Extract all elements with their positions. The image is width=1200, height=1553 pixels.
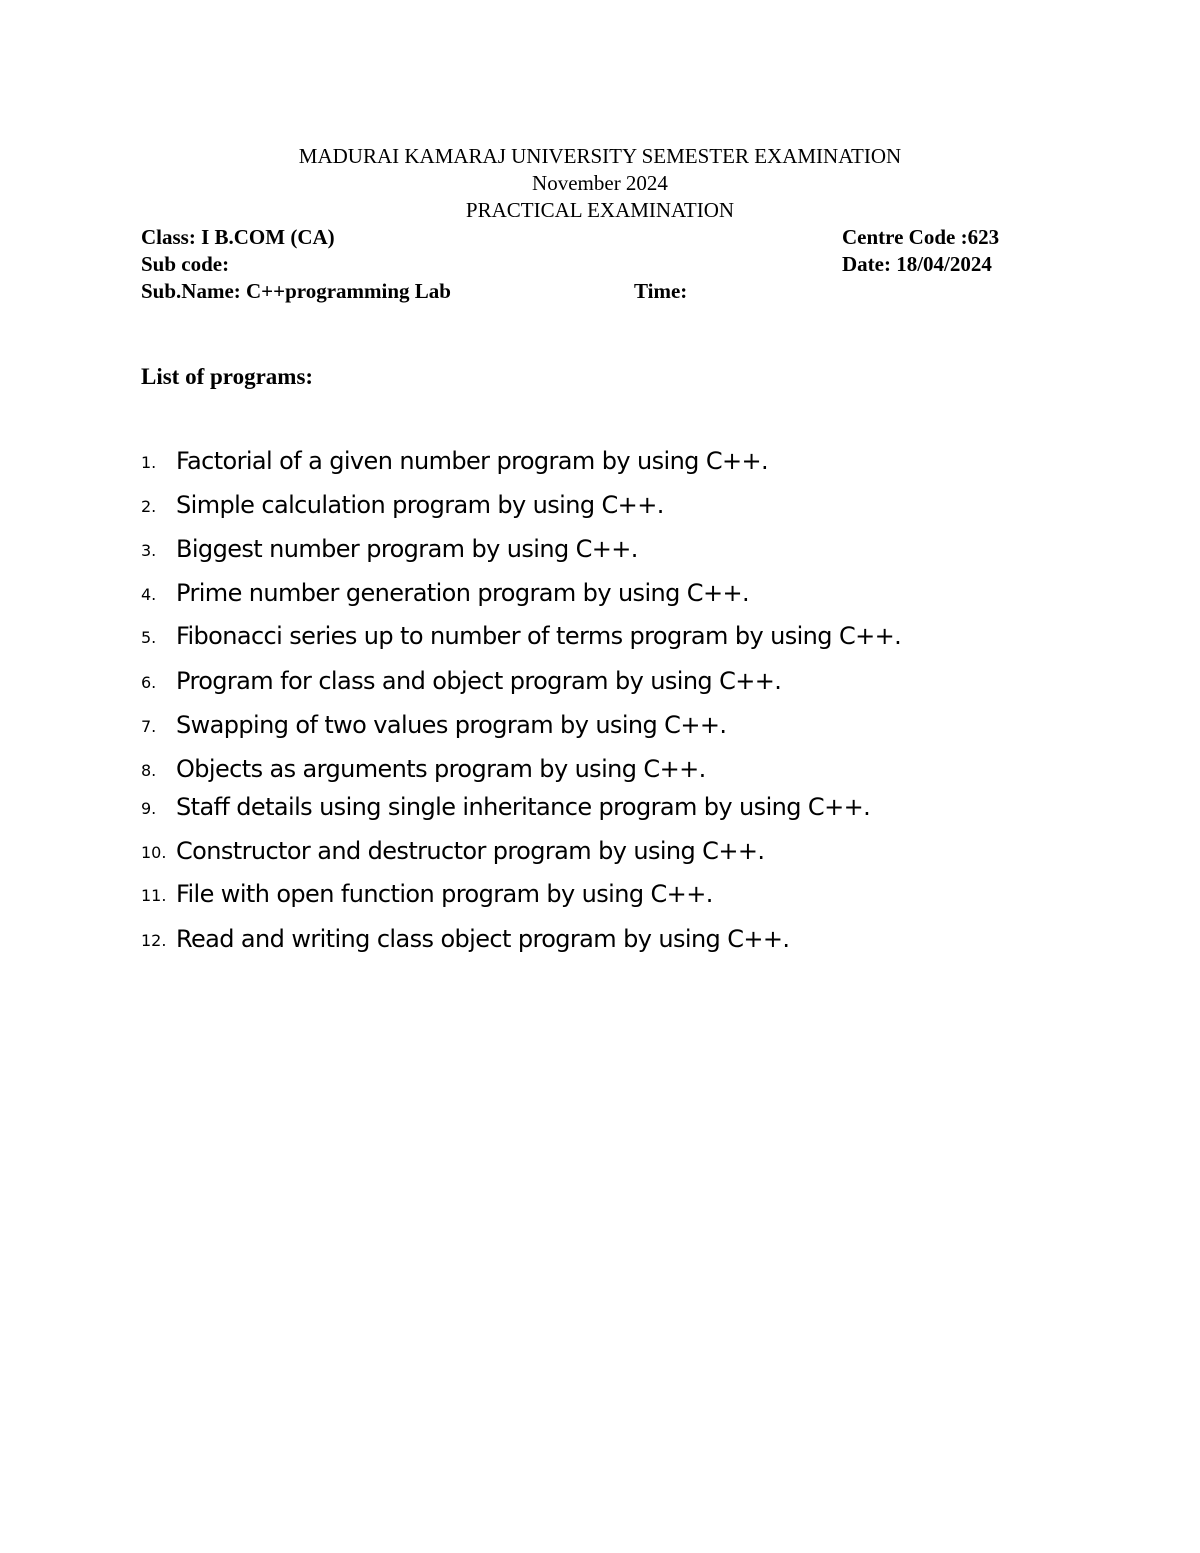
list-item-number: 1. [141,453,157,472]
list-item-number: 4. [141,585,157,604]
exam-time: Time: [634,279,688,303]
list-item-number: 7. [141,717,157,736]
list-item-number: 6. [141,673,157,692]
list-item-number: 3. [141,541,157,560]
class-label: Class: I B.COM (CA) [141,225,335,249]
list-item-number: 10. [141,843,167,862]
exam-date: Date: 18/04/2024 [842,252,992,276]
list-item-number: 9. [141,799,157,818]
list-item-text: Objects as arguments program by using C++. [176,755,706,783]
list-item-number: 11. [141,886,167,905]
list-item-text: Factorial of a given number program by using C++. [176,447,769,475]
sub-code: Sub code: [141,252,230,276]
list-item-text: Staff details using single inheritance program by using C++. [176,793,871,821]
list-item-text: Read and writing class object program by using C++. [176,925,790,953]
university-title: MADURAI KAMARAJ UNIVERSITY SEMESTER EXAMINATION [298,144,902,168]
list-item-text: Biggest number program by using C++. [176,535,638,563]
subject-name: Sub.Name: C++programming Lab [141,279,451,303]
list-item-text: Swapping of two values program by using C++. [176,711,727,739]
exam-type: PRACTICAL EXAMINATION [465,198,735,222]
list-item-text: Constructor and destructor program by using C++. [176,837,765,865]
list-item-text: Simple calculation program by using C++. [176,491,664,519]
list-item-number: 2. [141,497,157,516]
list-item-text: File with open function program by using C++. [176,880,713,908]
centre-code: Centre Code :623 [842,225,1000,249]
list-item-text: Fibonacci series up to number of terms program by using C++. [176,622,902,650]
list-item-number: 12. [141,931,167,950]
list-item-number: 5. [141,628,157,647]
exam-session: November 2024 [532,171,668,195]
list-item-text: Prime number generation program by using C++. [176,579,750,607]
list-item-number: 8. [141,761,157,780]
list-item-text: Program for class and object program by using C++. [176,667,782,695]
list-heading: List of programs: [141,364,314,389]
